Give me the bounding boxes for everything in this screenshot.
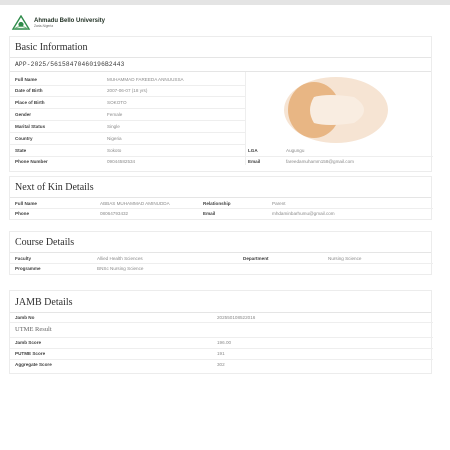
top-bar — [0, 0, 450, 5]
field-value: Nigeria — [107, 136, 122, 141]
lga-value: Augungu — [286, 148, 305, 153]
divider — [10, 57, 431, 58]
programme-label: Programme — [15, 266, 41, 271]
kin-relationship-label: Relationship — [203, 201, 231, 206]
utme-result-title: UTME Result — [15, 326, 52, 333]
course-details-card — [9, 231, 432, 275]
state-value: Sokoto — [107, 148, 122, 153]
putme-score-value: 191 — [217, 351, 225, 356]
divider — [10, 252, 431, 253]
jamb-details-title: JAMB Details — [15, 297, 73, 308]
basic-information-card — [9, 36, 432, 172]
field-value: 2007-06-07 (18 yrs) — [107, 88, 148, 93]
university-name: Ahmadu Bello University — [34, 17, 106, 24]
next-of-kin-card — [9, 176, 432, 220]
kin-phone-label: Phone — [15, 211, 30, 216]
next-of-kin-title: Next of Kin Details — [15, 182, 94, 193]
programme-value: BNSc Nursing Science — [97, 266, 144, 271]
jamb-no-value: 202550108522016 — [217, 315, 256, 320]
field-value: Female — [107, 112, 123, 117]
field-label: Place of Birth — [15, 100, 45, 105]
application-id: APP-2025/56158470460196B2443 — [15, 61, 125, 68]
aggregate-score-value: 302 — [217, 362, 225, 367]
divider — [10, 197, 431, 198]
divider — [10, 312, 431, 313]
university-location: Zaria-Nigeria — [34, 23, 54, 28]
state-label: State — [15, 148, 27, 153]
kin-email-value: mhdaminbarhumu@gmail.com — [272, 211, 335, 216]
field-value: Single — [107, 124, 120, 129]
department-value: Nursing Science — [328, 256, 362, 261]
divider — [10, 71, 431, 72]
field-label: Date of Birth — [15, 88, 43, 93]
aggregate-score-label: Aggregate Score — [15, 362, 52, 367]
field-value: SOKOTO — [107, 100, 127, 105]
phone-label: Phone Number — [15, 159, 48, 164]
kin-name-value: ABBAS MUHAMMAD AMINUDDA — [100, 201, 170, 206]
passport-photo — [284, 77, 396, 143]
phone-value: 09044582534 — [107, 159, 136, 164]
kin-email-label: Email — [203, 211, 216, 216]
department-label: Department — [243, 256, 269, 261]
university-logo-icon — [11, 15, 31, 31]
putme-score-label: PUTME Score — [15, 351, 46, 356]
jamb-details-card — [9, 290, 432, 374]
faculty-value: Allied Health Sciences — [97, 256, 143, 261]
university-header — [11, 14, 105, 32]
field-value: MUHAMMAD FAREEDA ANNUUSSA — [107, 77, 184, 82]
kin-relationship-value: Parent — [272, 201, 286, 206]
kin-phone-value: 08064793432 — [100, 211, 129, 216]
lga-label: LGA — [248, 148, 258, 153]
basic-information-title: Basic Information — [15, 42, 88, 53]
field-label: Marital Status — [15, 124, 46, 129]
email-value: fareedamuhamm158@gmail.com — [286, 159, 354, 164]
field-label: Full Name — [15, 77, 37, 82]
faculty-label: Faculty — [15, 256, 32, 261]
kin-name-label: Full Name — [15, 201, 37, 206]
course-details-title: Course Details — [15, 237, 75, 248]
jamb-score-value: 196.00 — [217, 340, 232, 345]
jamb-no-label: Jamb No — [15, 315, 35, 320]
email-label: Email — [248, 159, 261, 164]
field-label: Country — [15, 136, 33, 141]
field-label: Gender — [15, 112, 32, 117]
jamb-score-label: Jamb Score — [15, 340, 42, 345]
